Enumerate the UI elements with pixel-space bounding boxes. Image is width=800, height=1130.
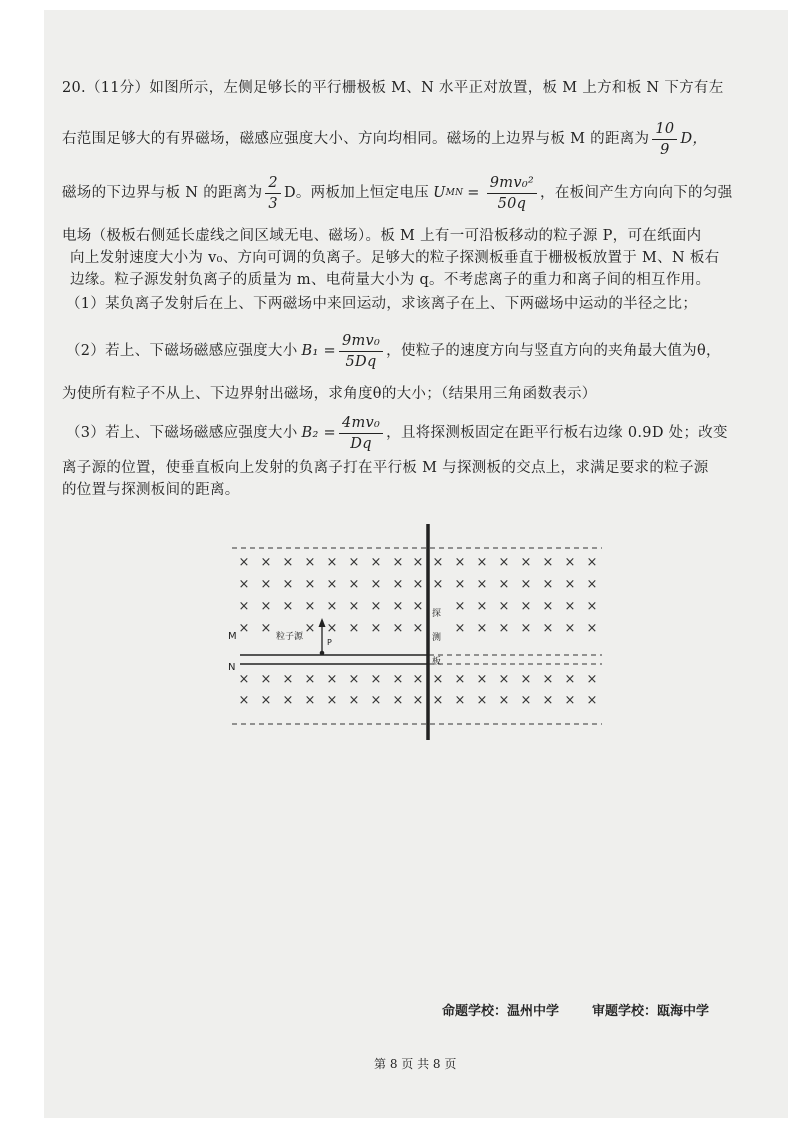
upper-field-cross: × xyxy=(542,577,554,592)
lower-field-cross: × xyxy=(238,693,250,708)
upper-field-cross: × xyxy=(454,621,466,636)
label-m: M xyxy=(228,631,237,642)
upper-field-cross: × xyxy=(498,599,510,614)
upper-field-cross: × xyxy=(586,577,598,592)
upper-field-cross: × xyxy=(370,577,382,592)
problem-line-2-text: 右范围足够大的有界磁场，磁感应强度大小、方向均相同。磁场的上边界与板 M 的距离为 xyxy=(62,131,650,147)
question-1: （1）某负离子发射后在上、下两磁场中来回运动，求该离子在上、下两磁场中运动的半径之比； xyxy=(66,296,698,312)
upper-field-cross: × xyxy=(476,621,488,636)
upper-field-cross: × xyxy=(260,577,272,592)
lower-field-cross: × xyxy=(238,672,250,687)
label-detector-3: 板 xyxy=(432,657,442,667)
fraction-denominator: 50q xyxy=(497,195,527,212)
upper-field-cross: × xyxy=(586,599,598,614)
lower-field-cross: × xyxy=(542,693,554,708)
lower-field-cross: × xyxy=(432,693,444,708)
upper-field-cross: × xyxy=(520,555,532,570)
upper-field-cross: × xyxy=(454,599,466,614)
proposer-school: 命题学校：温州中学 xyxy=(442,1004,560,1019)
fraction-numerator: 2 xyxy=(265,173,281,194)
upper-field-cross: × xyxy=(326,599,338,614)
lower-field-cross: × xyxy=(348,672,360,687)
upper-field-cross: × xyxy=(564,621,576,636)
problem-line-2 xyxy=(62,114,707,164)
lower-field-cross: × xyxy=(282,693,294,708)
lower-field-cross: × xyxy=(326,672,338,687)
b2-symbol: B₂ = xyxy=(301,425,336,441)
lower-field-cross: × xyxy=(498,693,510,708)
voltage-subscript: MN xyxy=(445,188,464,198)
upper-field-cross: × xyxy=(520,599,532,614)
upper-field-cross: × xyxy=(304,599,316,614)
label-particle-source: 粒子源 xyxy=(276,632,304,642)
lower-field-cross: × xyxy=(304,672,316,687)
upper-field-cross: × xyxy=(476,577,488,592)
lower-field-cross: × xyxy=(564,693,576,708)
question-3-line-2: 离子源的位置，使垂直板向上发射的负离子打在平行板 M 与探测板的交点上，求满足要求的粒子源 xyxy=(62,460,709,476)
lower-field-cross: × xyxy=(348,693,360,708)
problem-line-4: 电场（极板右侧延长虚线之间区域无电、磁场）。板 M 上有一可沿板移动的粒子源 P，可在纸面内 xyxy=(62,228,702,244)
upper-field-cross: × xyxy=(432,555,444,570)
upper-field-cross: × xyxy=(542,599,554,614)
upper-field-cross: × xyxy=(348,555,360,570)
fraction-b2 xyxy=(339,413,383,454)
particle-source-dot xyxy=(320,651,325,656)
upper-field-cross: × xyxy=(454,555,466,570)
upper-field-cross: × xyxy=(304,577,316,592)
upper-field-cross: × xyxy=(392,577,404,592)
lower-field-cross: × xyxy=(454,672,466,687)
upper-field-cross: × xyxy=(348,621,360,636)
upper-field-cross: × xyxy=(564,555,576,570)
upper-field-cross: × xyxy=(326,577,338,592)
upper-field-cross: × xyxy=(260,621,272,636)
upper-field-cross: × xyxy=(412,599,424,614)
problem-line-3 xyxy=(62,168,732,218)
fraction-numerator: 9mv₀ xyxy=(339,331,383,352)
question-2-line-2: 为使所有粒子不从上、下边界射出磁场，求角度θ的大小；（结果用三角函数表示） xyxy=(62,386,597,402)
question-3-line-1 xyxy=(66,408,728,458)
upper-field-cross: × xyxy=(326,621,338,636)
upper-field-cross: × xyxy=(476,555,488,570)
fraction-denominator: 9 xyxy=(660,141,670,158)
upper-field-cross: × xyxy=(370,599,382,614)
upper-field-cross: × xyxy=(282,577,294,592)
upper-field-cross: × xyxy=(454,577,466,592)
upper-field-cross: × xyxy=(348,599,360,614)
problem-line-6: 边缘。粒子源发射负离子的质量为 m、电荷量大小为 q。不考虑离子的重力和离子间的相互作用。 xyxy=(70,272,711,288)
lower-field-cross: × xyxy=(260,693,272,708)
lower-field-cross: × xyxy=(476,693,488,708)
magnetic-field-figure xyxy=(222,518,612,750)
upper-field-cross: × xyxy=(432,577,444,592)
problem-line-3-text-c: ，在板间产生方向向下的匀强 xyxy=(540,185,733,201)
lower-field-cross: × xyxy=(564,672,576,687)
upper-field-cross: × xyxy=(238,621,250,636)
fraction-numerator: 4mv₀ xyxy=(339,413,383,434)
upper-field-cross: × xyxy=(260,599,272,614)
upper-field-cross: × xyxy=(542,621,554,636)
lower-field-cross: × xyxy=(326,693,338,708)
upper-field-cross: × xyxy=(392,621,404,636)
lower-field-cross: × xyxy=(542,672,554,687)
question-2-line-1 xyxy=(66,326,721,376)
problem-line-5: 向上发射速度大小为 v₀、方向可调的负离子。足够大的粒子探测板垂直于栅极板放置于 M、N 板右 xyxy=(70,250,720,266)
upper-field-cross: × xyxy=(586,621,598,636)
upper-field-cross: × xyxy=(564,599,576,614)
problem-line-3-text-b: D。两板加上恒定电压 xyxy=(283,185,430,201)
upper-field-cross: × xyxy=(370,555,382,570)
lower-field-cross: × xyxy=(412,693,424,708)
upper-field-cross: × xyxy=(238,599,250,614)
upper-field-cross: × xyxy=(238,577,250,592)
lower-field-cross: × xyxy=(520,672,532,687)
lower-field-cross: × xyxy=(370,672,382,687)
upper-field-cross: × xyxy=(412,555,424,570)
page-number: 第 8 页 共 8 页 xyxy=(374,1057,457,1071)
upper-field-cross: × xyxy=(542,555,554,570)
equals-sign: = xyxy=(467,185,480,201)
lower-field-cross: × xyxy=(520,693,532,708)
upper-field-cross: × xyxy=(564,577,576,592)
question-3-line-3: 的位置与探测板间的距离。 xyxy=(62,482,240,498)
upper-field-cross: × xyxy=(476,599,488,614)
question-3-text-a: （3）若上、下磁场磁感应强度大小 xyxy=(66,425,298,441)
voltage-symbol: U xyxy=(433,185,446,201)
lower-field-cross: × xyxy=(304,693,316,708)
lower-field-cross: × xyxy=(432,672,444,687)
upper-field-cross: × xyxy=(282,599,294,614)
upper-field-cross: × xyxy=(238,555,250,570)
lower-field-cross: × xyxy=(260,672,272,687)
lower-field-cross: × xyxy=(476,672,488,687)
question-3-text-c: ，且将探测板固定在距平行板右边缘 0.9D 处；改变 xyxy=(386,425,728,441)
upper-field-cross: × xyxy=(392,555,404,570)
lower-field-cross: × xyxy=(586,693,598,708)
upper-field-cross: × xyxy=(520,621,532,636)
label-n: N xyxy=(228,662,236,673)
label-detector-1: 探 xyxy=(432,609,442,619)
upper-field-cross: × xyxy=(370,621,382,636)
upper-field-cross: × xyxy=(304,555,316,570)
lower-field-cross: × xyxy=(282,672,294,687)
problem-line-3-text-a: 磁场的下边界与板 N 的距离为 xyxy=(62,185,263,201)
fraction-two-thirds xyxy=(265,173,281,214)
upper-field-cross: × xyxy=(498,577,510,592)
fraction-denominator: Dq xyxy=(350,435,372,452)
upper-field-cross: × xyxy=(326,555,338,570)
label-detector-2: 测 xyxy=(432,633,442,643)
upper-field-cross: × xyxy=(498,621,510,636)
upper-field-cross: × xyxy=(260,555,272,570)
upper-field-cross: × xyxy=(498,555,510,570)
lower-field-cross: × xyxy=(412,672,424,687)
b1-symbol: B₁ = xyxy=(301,343,336,359)
upper-field-cross: × xyxy=(412,577,424,592)
upper-field-cross: × xyxy=(586,555,598,570)
question-2-text-a: （2）若上、下磁场磁感应强度大小 xyxy=(66,343,298,359)
label-p: P xyxy=(327,638,332,647)
lower-field-cross: × xyxy=(370,693,382,708)
upper-field-cross: × xyxy=(520,577,532,592)
lower-field-cross: × xyxy=(586,672,598,687)
upper-field-cross: × xyxy=(282,555,294,570)
lower-field-cross: × xyxy=(392,693,404,708)
reviewer-school: 审题学校：瓯海中学 xyxy=(592,1004,710,1019)
fraction-denominator: 3 xyxy=(268,195,278,212)
upper-field-cross: × xyxy=(304,621,316,636)
question-2-text-c: ，使粒子的速度方向与竖直方向的夹角最大值为θ， xyxy=(386,343,721,359)
upper-field-cross: × xyxy=(348,577,360,592)
fraction-b1 xyxy=(339,331,383,372)
lower-field-cross: × xyxy=(454,693,466,708)
fraction-voltage xyxy=(487,173,537,214)
arrow-head xyxy=(319,618,326,627)
fraction-numerator: 9mv₀² xyxy=(487,173,537,194)
upper-field-cross: × xyxy=(392,599,404,614)
fraction-denominator: 5Dq xyxy=(345,353,377,370)
fraction-ten-ninths xyxy=(652,119,677,160)
problem-line-2-end: D， xyxy=(680,131,708,147)
lower-field-cross: × xyxy=(498,672,510,687)
problem-line-1: 20.（11分）如图所示，左侧足够长的平行栅极板 M、N 水平正对放置，板 M 上方和板 N 下方有左 xyxy=(62,80,724,96)
lower-field-cross: × xyxy=(392,672,404,687)
upper-field-cross: × xyxy=(412,621,424,636)
fraction-numerator: 10 xyxy=(652,119,677,140)
